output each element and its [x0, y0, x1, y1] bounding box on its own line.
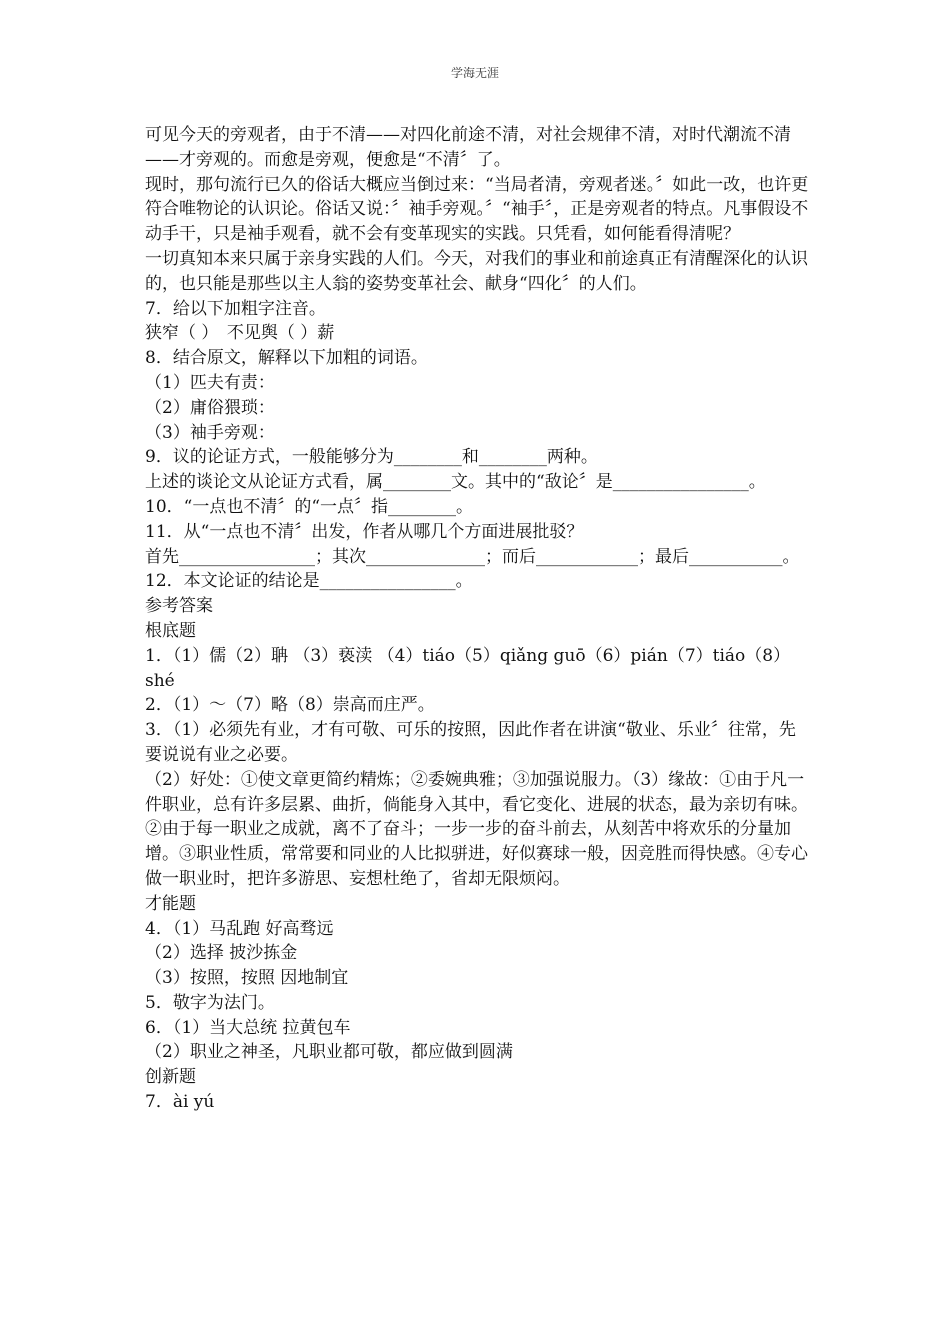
- answer-line: （2）好处：①使文章更简约精炼；②委婉典雅；③加强说服力。（3）缘故：①由于凡一件职业，总有许多层累、曲折，倘能身入其中，看它变化、进展的状态，最为亲切有味。②由于每一职业之成就，离不了奋斗；一步一步的奋斗前去，从刻苦中将欢乐的分量加增。③职业性质，常常要和同业的人比拟骈进，好似赛球一般，因竞胜而得快感。④专心做一职业时，把许多游思、妄想杜绝了，省却无限烦闷。: [145, 769, 808, 889]
- page-header: 学海无涯: [450, 66, 499, 80]
- answer-line: （2）选择 披沙拣金: [145, 943, 298, 964]
- question-line: 10．“一点也不清〞的“一点〞指________。: [145, 496, 474, 517]
- paragraph: 现时，那句流行已久的俗话大概应当倒过来：“当局者清，旁观者迷。〞如此一改，也许更符合唯物论的认识论。俗话又说：〞袖手旁观。〞“袖手〞，正是旁观者的特点。凡事假设不动手干，只是袖手观看，就不会有变革现实的实践。只凭看，如何能看得清呢？: [145, 174, 809, 245]
- answer-line: 2．（1）～（7）略（8）崇高而庄严。: [145, 695, 435, 716]
- section-heading: 才能题: [145, 893, 196, 914]
- section-heading: 参考答案: [145, 596, 213, 617]
- question-line: （3）袖手旁观：: [145, 422, 275, 443]
- answer-line: 7．ài yú: [145, 1092, 215, 1113]
- answer-line: 6．（1）当大总统 拉黄包车: [145, 1017, 351, 1038]
- question-line: 11．从“一点也不清〞出发，作者从哪几个方面进展批驳？: [145, 521, 584, 542]
- answer-line: 3．（1）必须先有业，才有可敬、可乐的按照，因此作者在讲演“敬业、乐业〞往常，先要说说有业之必要。: [145, 720, 796, 765]
- answer-line: 4．（1）马乱跑 好高骛远: [145, 918, 334, 939]
- document-body: [145, 123, 810, 1115]
- paragraph: 一切真知本来只属于亲身实践的人们。今天，对我们的事业和前途真正有清醒深化的认识的，也只能是那些以主人翁的姿势变革社会、献身“四化〞的人们。: [145, 248, 808, 294]
- answer-line: （3）按照，按照 因地制宜: [145, 968, 349, 989]
- question-line: （2）庸俗猥琐：: [145, 397, 275, 418]
- question-line: 首先________________；其次______________；而后____________；最后___________。: [145, 546, 800, 567]
- question-line: 12．本文论证的结论是________________。: [145, 571, 473, 592]
- answer-line: 1．（1）儒（2）聃 （3）亵渎 （4）tiáo（5）qiǎng guō（6）pián（7）tiáo（8）shé: [145, 645, 791, 691]
- section-heading: 根底题: [145, 620, 196, 641]
- question-line: 9．议的论证方式，一般能够分为________和________两种。: [145, 447, 598, 468]
- question-line: 7．给以下加粗字注音。: [145, 298, 326, 319]
- question-line: （1）匹夫有责：: [145, 372, 275, 393]
- question-line: 上述的谈论文从论证方式看，属________文。其中的“敌论〞是________________。: [145, 472, 766, 493]
- question-line: 8．结合原文，解释以下加粗的词语。: [145, 348, 428, 369]
- answer-line: 5．敬字为法门。: [145, 992, 275, 1013]
- question-line: 狭窄（ ） 不见舆（ ）薪: [145, 323, 335, 344]
- section-heading: 创新题: [145, 1067, 196, 1088]
- answer-line: （2）职业之神圣，凡职业都可敬，都应做到圆满: [145, 1042, 513, 1063]
- paragraph: 可见今天的旁观者，由于不清——对四化前途不清，对社会规律不清，对时代潮流不清——才旁观的。而愈是旁观，便愈是“不清〞了。: [145, 125, 791, 170]
